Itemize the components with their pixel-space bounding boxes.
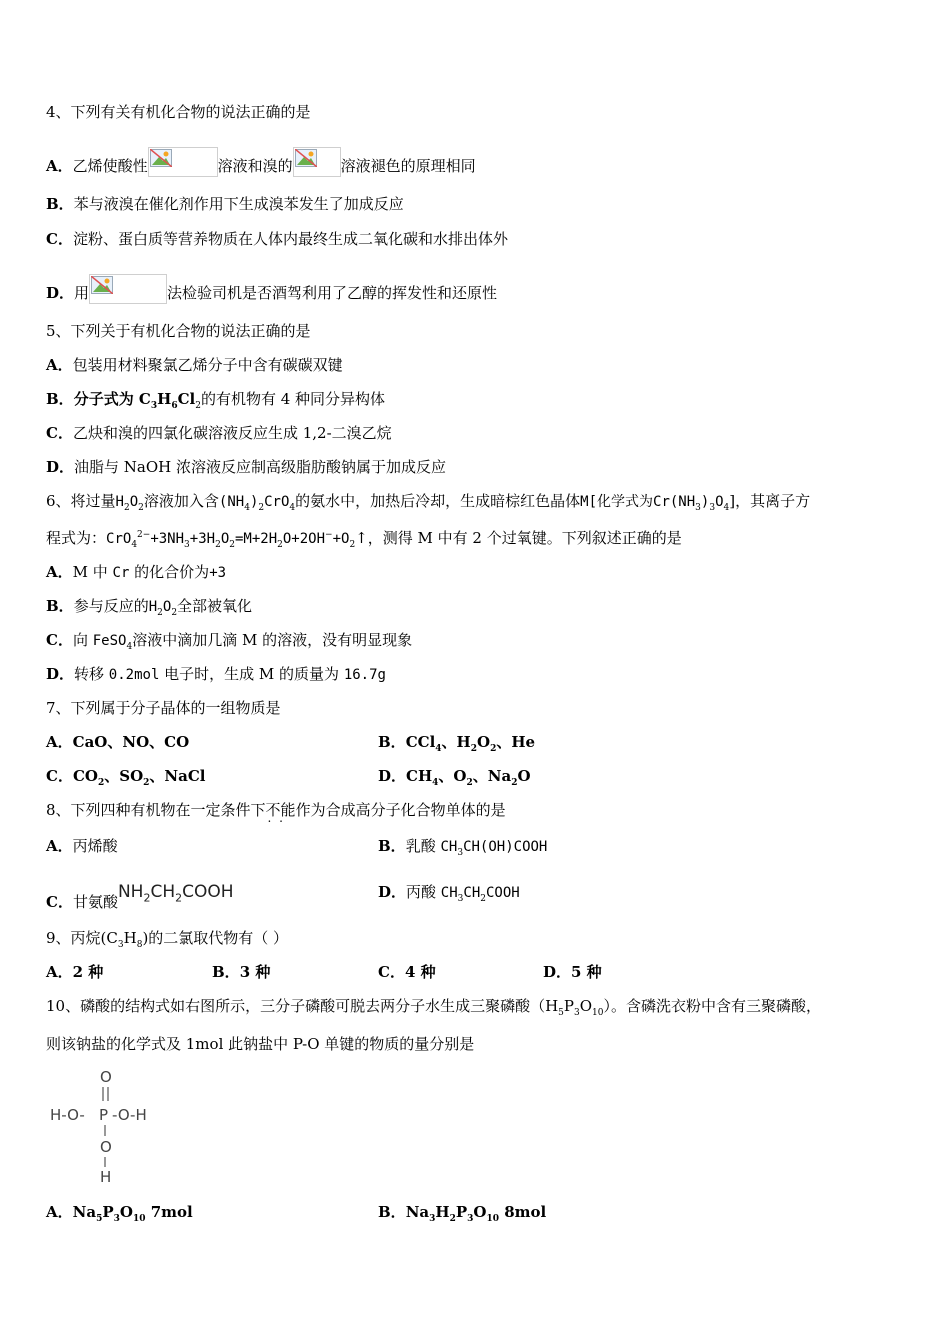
- q5-option-a: A．包装用材料聚氯乙烯分子中含有碳碳双键: [46, 356, 343, 374]
- q4-stem: 4、下列有关有机化合物的说法正确的是: [46, 103, 311, 121]
- q10-option-b: B．$Na_3H_2P_3O_{10}$ 8mol: [378, 1203, 547, 1224]
- q7-option-c: C．$CO_2$、$SO_2$、NaCl: [46, 767, 206, 788]
- q5-option-d: D．油脂与 NaOH 浓溶液反应制高级脂肪酸钠属于加成反应: [46, 458, 447, 476]
- q6-stem-line2: 程式为：$CrO_4^{2-}+3NH_3+3H_2O_2=M+2H_2O+2OH^-+O_2↑$，测得 M 中有 2 个过氧键。下列叙述正确的是: [46, 529, 682, 550]
- q8-option-d: D．丙酸 $CH_3CH_2COOH$: [378, 883, 520, 904]
- q8-option-b: B．乳酸 $CH_3CH(OH)COOH$: [378, 837, 548, 858]
- q9-option-b: B．3 种: [212, 963, 271, 981]
- broken-image-icon: [89, 274, 167, 304]
- q4-option-b: B．苯与液溴在催化剂作用下生成溴苯发生了加成反应: [46, 195, 404, 213]
- q10-stem-line2: 则该钠盐的化学式及 1mol 此钠盐中 P-O 单键的物质的量分别是: [46, 1035, 475, 1053]
- q7-option-a: A．CaO、NO、CO: [46, 733, 190, 751]
- broken-image-icon: [293, 147, 341, 177]
- q7-option-d: D．$CH_4$、$O_2$、$Na_2O$: [378, 767, 531, 788]
- q5-option-c: C．乙炔和溴的四氯化碳溶液反应生成 1,2-二溴乙烷: [46, 424, 392, 442]
- struct-h-bottom: H: [100, 1168, 112, 1186]
- q6-option-c: C．向 FeSO$_4$溶液中滴加几滴 M 的溶液，没有明显现象: [46, 631, 413, 652]
- phosphoric-acid-structure: [46, 1068, 176, 1188]
- q8-option-c: C．甘氨酸$NH_2CH_2COOH$: [46, 882, 234, 911]
- q6-stem-line1: 6、将过量$H_2O_2$溶液加入含$(NH_4)_2CrO_4$的氨水中，加热后冷却，生成暗棕红色晶体M[化学式为$Cr(NH_3)_3O_4$]，其离子方: [46, 492, 811, 513]
- q5-stem: 5、下列关于有机化合物的说法正确的是: [46, 322, 311, 340]
- q9-option-a: A．2 种: [46, 963, 104, 981]
- q9-option-c: C．4 种: [378, 963, 436, 981]
- q6-option-b: B．参与反应的$H_2O_2$全部被氧化: [46, 597, 253, 618]
- q8-option-a: A．丙烯酸: [46, 837, 118, 855]
- q8-stem: 8、下列四种有机物在一定条件下不能 . .作为合成高分子化合物单体的是: [46, 800, 506, 820]
- q4-option-a: A．乙烯使酸性 溶液和溴的 溶液褪色的原理相同: [46, 147, 476, 177]
- q7-stem: 7、下列属于分子晶体的一组物质是: [46, 699, 281, 717]
- struct-o-bottom: O: [100, 1138, 112, 1156]
- q9-stem: 9、丙烷$(C_3H_8)$的二氯取代物有（ ）: [46, 929, 289, 950]
- struct-h-o-left: H-O-: [50, 1106, 85, 1124]
- q9-option-d: D．5 种: [543, 963, 602, 981]
- struct-o-top: O: [100, 1068, 112, 1086]
- broken-image-icon: [148, 147, 218, 177]
- q6-option-a: A．M 中 Cr 的化合价为+3: [46, 563, 227, 581]
- q6-option-d: D．转移 0.2mol 电子时，生成 M 的质量为 16.7g: [46, 665, 386, 683]
- q10-stem-line1: 10、磷酸的结构式如右图所示，三分子磷酸可脱去两分子水生成三聚磷酸$(H_5P_3O_{10})$。含磷洗衣粉中含有三聚磷酸，: [46, 997, 822, 1018]
- q5-option-b: B．分子式为 $C_3H_6Cl_2$的有机物有 4 种同分异构体: [46, 390, 386, 411]
- q10-option-a: A．$Na_5P_3O_{10}$ 7mol: [46, 1203, 193, 1224]
- q7-option-b: B．CCl$_4$、$H_2O_2$、He: [378, 733, 536, 754]
- struct-p: P: [99, 1106, 109, 1124]
- q4-option-d: D．用 法检验司机是否酒驾利用了乙醇的挥发性和还原性: [46, 274, 497, 304]
- emphasis-dots: 不能 . .: [266, 800, 296, 820]
- glycine-formula-image: $NH_2CH_2COOH$: [117, 882, 234, 905]
- q4-option-c: C．淀粉、蛋白质等营养物质在人体内最终生成二氧化碳和水排出体外: [46, 230, 508, 248]
- struct-o-h-right: -O-H: [112, 1106, 147, 1124]
